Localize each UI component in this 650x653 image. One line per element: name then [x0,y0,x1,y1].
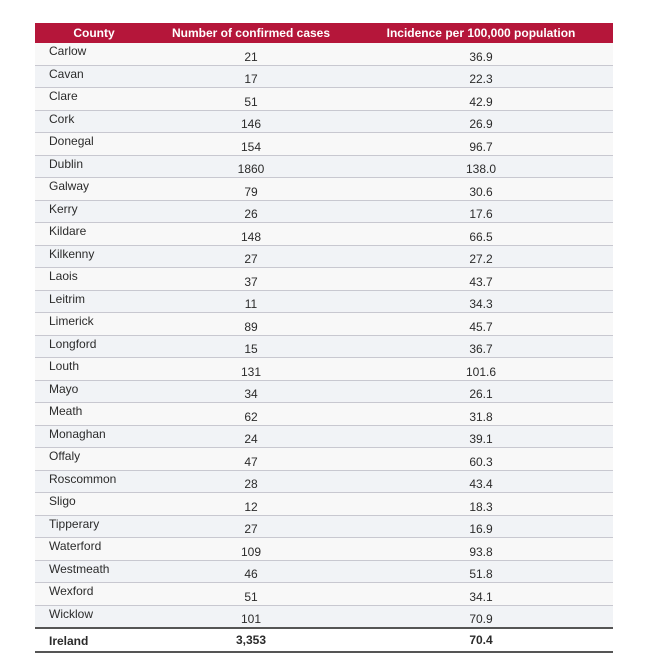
cases-cell: 34 [153,380,349,403]
table-row [35,583,613,606]
table-row [35,335,613,358]
county-column-header: County [35,23,153,43]
incidence-cell: 66.5 [349,223,613,246]
county-cell: Mayo [35,380,153,403]
cases-cell: 27 [153,515,349,538]
incidence-cell: 70.9 [349,605,613,628]
table-row [35,88,613,111]
cases-cell: 37 [153,268,349,291]
header-row [35,23,613,43]
table-row [35,178,613,201]
incidence-cell: 31.8 [349,403,613,426]
county-cell: Sligo [35,493,153,516]
table-row [35,493,613,516]
cases-cell: 12 [153,493,349,516]
table-row [35,538,613,561]
incidence-cell: 42.9 [349,88,613,111]
table-row [35,65,613,88]
table-row [35,43,613,65]
incidence-cell: 22.3 [349,65,613,88]
county-cell: Longford [35,335,153,358]
incidence-cell: 93.8 [349,538,613,561]
cases-cell: 21 [153,43,349,65]
county-cell: Limerick [35,313,153,336]
table-row [35,515,613,538]
table-row [35,245,613,268]
county-cell: Meath [35,403,153,426]
table-row [35,290,613,313]
county-cell: Kilkenny [35,245,153,268]
cases-cell: 27 [153,245,349,268]
table-row [35,133,613,156]
table-row [35,155,613,178]
cases-column-header: Number of confirmed cases [153,23,349,43]
county-cell: Dublin [35,155,153,178]
county-cell: Clare [35,88,153,111]
county-cell: Galway [35,178,153,201]
cases-cell: 131 [153,358,349,381]
county-cell: Roscommon [35,470,153,493]
incidence-cell: 36.9 [349,43,613,65]
table-row [35,605,613,628]
incidence-cell: 43.7 [349,268,613,291]
county-cell: Wicklow [35,605,153,628]
county-cell: Louth [35,358,153,381]
cases-cell: 62 [153,403,349,426]
county-cell: Carlow [35,43,153,65]
cases-cell: 154 [153,133,349,156]
cases-cell: 47 [153,448,349,471]
incidence-cell: 18.3 [349,493,613,516]
county-cell: Kildare [35,223,153,246]
cases-cell: 15 [153,335,349,358]
incidence-cell: 39.1 [349,425,613,448]
county-cell: Leitrim [35,290,153,313]
table-row [35,358,613,381]
table-footer [35,628,613,652]
cases-cell: 51 [153,88,349,111]
incidence-cell: 34.3 [349,290,613,313]
table-row [35,223,613,246]
incidence-cell: 60.3 [349,448,613,471]
table-body [35,43,613,628]
incidence-cell: 138.0 [349,155,613,178]
table-row [35,380,613,403]
county-cell: Wexford [35,583,153,606]
cases-cell: 46 [153,560,349,583]
incidence-cell: 34.1 [349,583,613,606]
incidence-cell: 51.8 [349,560,613,583]
county-cell: Waterford [35,538,153,561]
table-row [35,448,613,471]
table-row [35,268,613,291]
table-row [35,313,613,336]
table-row [35,110,613,133]
county-cell: Cavan [35,65,153,88]
incidence-cell: 45.7 [349,313,613,336]
table-row [35,425,613,448]
cases-cell: 89 [153,313,349,336]
table-row [35,470,613,493]
cases-cell: 79 [153,178,349,201]
table-row [35,560,613,583]
total-row [35,628,613,652]
county-cell: Donegal [35,133,153,156]
county-cell: Cork [35,110,153,133]
cases-cell: 28 [153,470,349,493]
cases-cell: 24 [153,425,349,448]
cases-cell: 146 [153,110,349,133]
table-row [35,403,613,426]
total-incidence-cell: 70.4 [349,628,613,652]
incidence-cell: 101.6 [349,358,613,381]
cases-cell: 51 [153,583,349,606]
table-header [35,23,613,43]
cases-cell: 1860 [153,155,349,178]
cases-cell: 101 [153,605,349,628]
incidence-cell: 27.2 [349,245,613,268]
county-cell: Monaghan [35,425,153,448]
cases-cell: 17 [153,65,349,88]
total-cases-cell: 3,353 [153,628,349,652]
county-cell: Laois [35,268,153,291]
cases-cell: 148 [153,223,349,246]
table-row [35,200,613,223]
incidence-cell: 30.6 [349,178,613,201]
incidence-column-header: Incidence per 100,000 population [349,23,613,43]
cases-cell: 11 [153,290,349,313]
incidence-cell: 96.7 [349,133,613,156]
incidence-cell: 36.7 [349,335,613,358]
incidence-cell: 26.1 [349,380,613,403]
county-cases-table [35,23,613,653]
incidence-cell: 16.9 [349,515,613,538]
total-county-cell: Ireland [35,628,153,652]
county-cases-table-container [35,23,613,653]
county-cell: Westmeath [35,560,153,583]
cases-cell: 26 [153,200,349,223]
incidence-cell: 26.9 [349,110,613,133]
cases-cell: 109 [153,538,349,561]
county-cell: Kerry [35,200,153,223]
incidence-cell: 17.6 [349,200,613,223]
county-cell: Tipperary [35,515,153,538]
incidence-cell: 43.4 [349,470,613,493]
county-cell: Offaly [35,448,153,471]
